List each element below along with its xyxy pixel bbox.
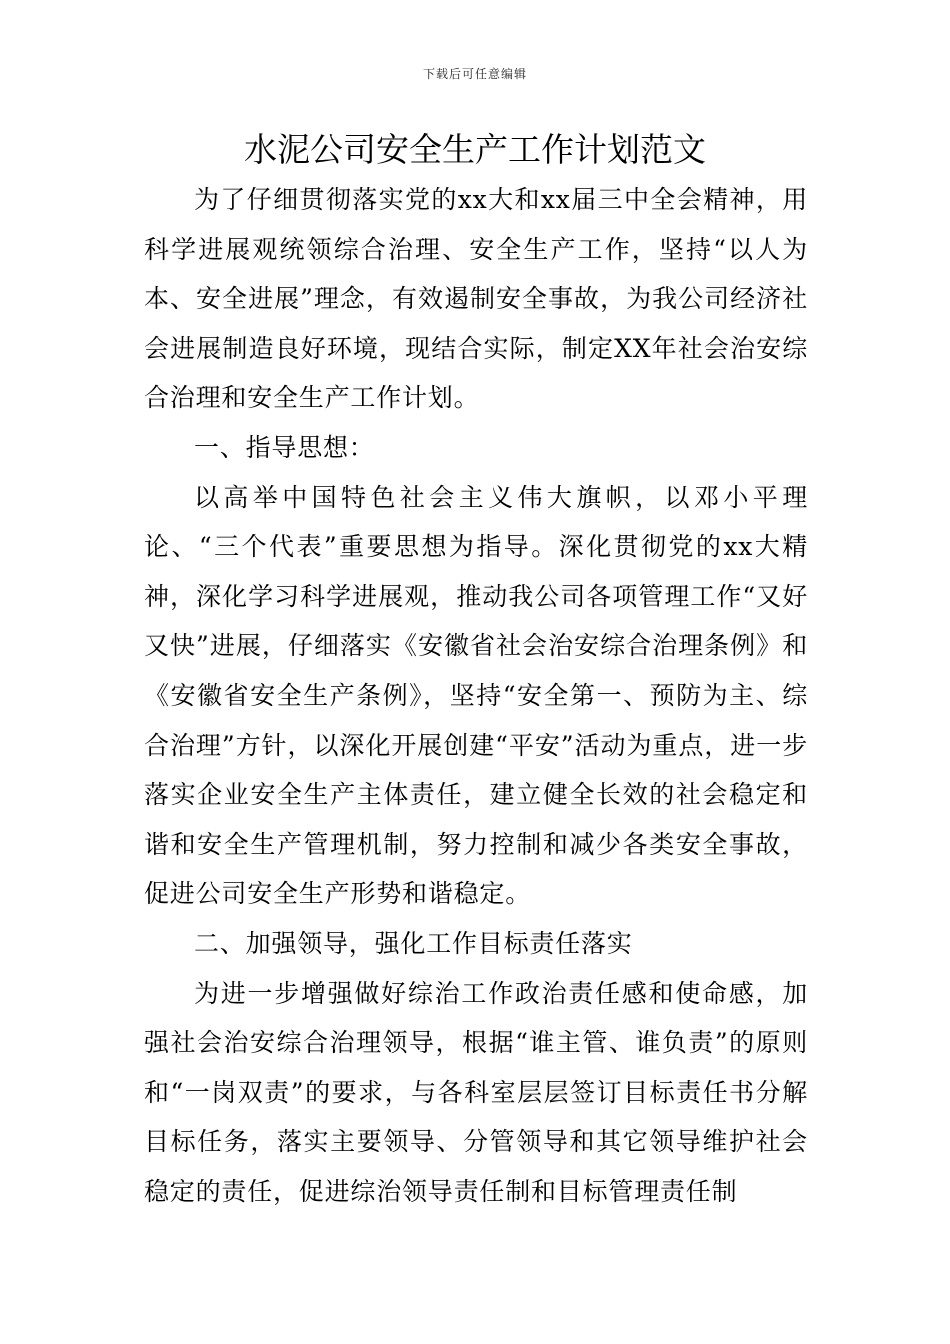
document-body (144, 175, 808, 1216)
section-heading-guiding-thought: 一、指导思想： (194, 432, 375, 462)
header-note: 下载后可任意编辑 (422, 67, 527, 81)
document-title: 水泥公司安全生产工作计划范文 (244, 130, 706, 169)
paragraph-leadership: 为进一步增强做好综治工作政治责任感和使命感，加强社会治安综合治理领导，根据“谁主管、谁负责”的原则和“一岗双责”的要求，与各科室层层签订目标责任书分解目标任务，落实主要领导、分管领导和其它领导维护社会稳定的责任，促进综治领导责任制和目标管理责任制 (144, 978, 808, 1206)
paragraph-intro: 为了仔细贯彻落实党的xx大和xx届三中全会精神，用科学进展观统领综合治理、安全生产工作，坚持“以人为本、安全进展”理念，有效遏制安全事故，为我公司经济社会进展制造良好环境，现结合实际，制定XX年社会治安综合治理和安全生产工作计划。 (144, 185, 808, 413)
paragraph-guiding-thought: 以高举中国特色社会主义伟大旗帜，以邓小平理论、“三个代表”重要思想为指导。深化贯彻党的xx大精神，深化学习科学进展观，推动我公司各项管理工作“又好又快”进展，仔细落实《安徽省社会治安综合治理条例》和《安徽省安全生产条例》，坚持“安全第一、预防为主、综合治理”方针，以深化开展创建“平安”活动为重点，进一步落实企业安全生产主体责任，建立健全长效的社会稳定和谐和安全生产管理机制，努力控制和减少各类安全事故，促进公司安全生产形势和谐稳定。 (144, 482, 808, 909)
section-heading-leadership: 二、加强领导，强化工作目标责任落实 (194, 928, 633, 958)
